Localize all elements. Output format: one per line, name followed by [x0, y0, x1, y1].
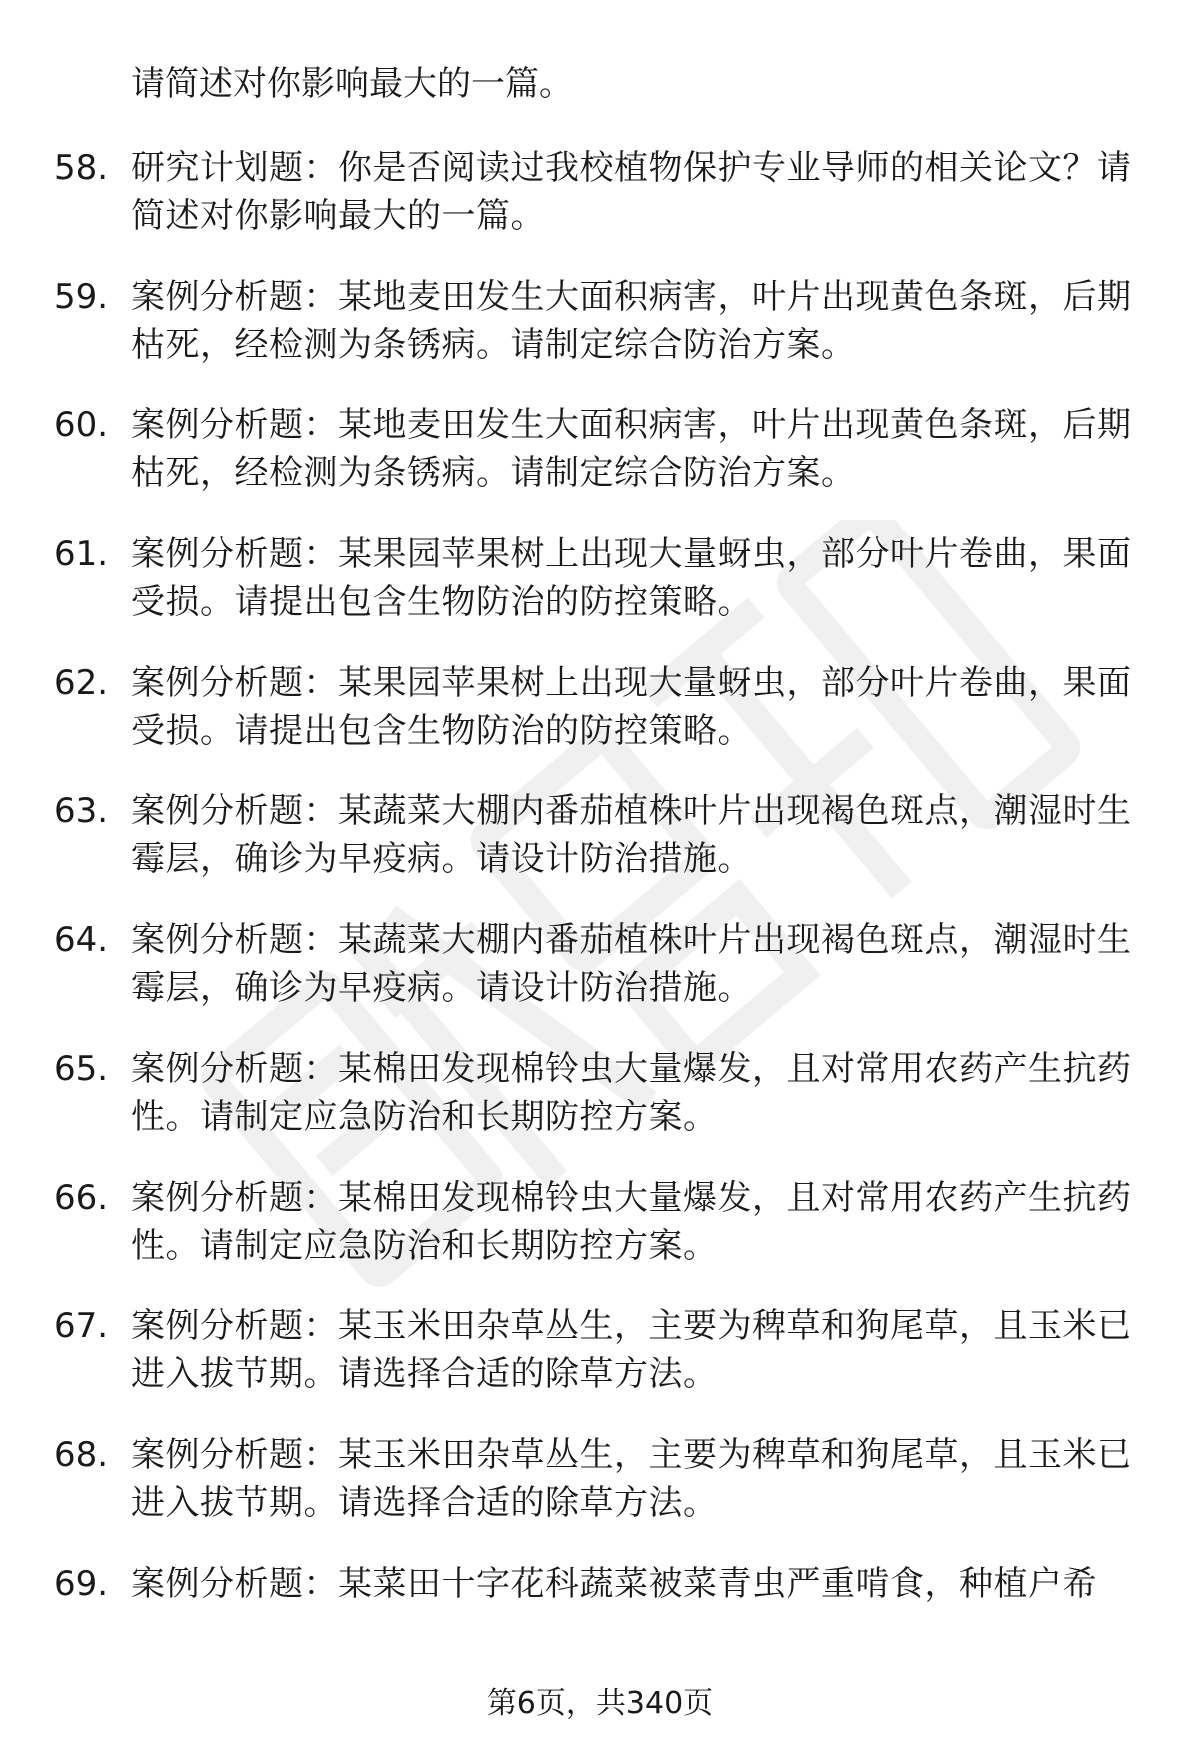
question-item — [0, 1154, 1200, 1283]
question-text: 案例分析题：某菜田十字花科蔬菜被菜青虫严重啃食，种植户希 — [131, 1563, 1097, 1604]
question-text: 案例分析题：某蔬菜大棚内番茄植株叶片出现褐色斑点，潮湿时生霉层，确诊为早疫病。请设计防治措施。 — [131, 920, 1132, 1009]
question-item — [0, 1540, 1200, 1669]
question-text: 案例分析题：某棉田发现棉铃虫大量爆发，且对常用农药产生抗药性。请制定应急防治和长期防控方案。 — [131, 1048, 1132, 1137]
question-number: 69. — [54, 1563, 109, 1604]
question-text: 案例分析题：某地麦田发生大面积病害，叶片出现黄色条斑，后期枯死，经检测为条锈病。请制定综合防治方案。 — [131, 276, 1132, 365]
question-number: 68. — [54, 1434, 109, 1475]
question-text: 案例分析题：某蔬菜大棚内番茄植株叶片出现褐色斑点，潮湿时生霉层，确诊为早疫病。请设计防治措施。 — [131, 791, 1132, 880]
question-item — [0, 767, 1200, 896]
question-number: 64. — [54, 920, 109, 961]
question-number: 63. — [54, 791, 109, 832]
question-number: 62. — [54, 662, 109, 703]
question-item — [0, 510, 1200, 639]
question-number: 65. — [54, 1048, 109, 1089]
question-item — [0, 1282, 1200, 1411]
question-text: 案例分析题：某地麦田发生大面积病害，叶片出现黄色条斑，后期枯死，经检测为条锈病。请制定综合防治方案。 — [131, 405, 1132, 494]
question-number: 67. — [54, 1306, 109, 1347]
question-item — [0, 1025, 1200, 1154]
question-text: 研究计划题：你是否阅读过我校植物保护专业导师的相关论文？请简述对你影响最大的一篇。 — [131, 148, 1132, 236]
question-number: 60. — [54, 405, 109, 446]
question-item — [0, 124, 1200, 253]
continuation-text: 请简述对你影响最大的一篇。 — [131, 64, 573, 104]
question-list — [0, 124, 1200, 1668]
question-number: 66. — [54, 1177, 109, 1218]
question-text: 案例分析题：某玉米田杂草丛生，主要为稗草和狗尾草，且玉米已进入拔节期。请选择合适的除草方法。 — [131, 1306, 1132, 1395]
question-text: 案例分析题：某棉田发现棉铃虫大量爆发，且对常用农药产生抗药性。请制定应急防治和长期防控方案。 — [131, 1177, 1132, 1266]
question-text: 案例分析题：某果园苹果树上出现大量蚜虫，部分叶片卷曲，果面受损。请提出包含生物防治的防控策略。 — [131, 534, 1132, 623]
question-number: 59. — [54, 276, 109, 317]
page-footer: 第6页，共340页 — [486, 1686, 714, 1721]
question-item — [0, 1411, 1200, 1540]
question-item — [0, 896, 1200, 1025]
question-number: 58. — [54, 148, 109, 188]
question-text: 案例分析题：某玉米田杂草丛生，主要为稗草和狗尾草，且玉米已进入拔节期。请选择合适的除草方法。 — [131, 1434, 1132, 1523]
question-item — [0, 381, 1200, 510]
question-text: 案例分析题：某果园苹果树上出现大量蚜虫，部分叶片卷曲，果面受损。请提出包含生物防治的防控策略。 — [131, 662, 1132, 751]
question-item — [0, 639, 1200, 768]
question-number: 61. — [54, 534, 109, 575]
question-item — [0, 253, 1200, 382]
